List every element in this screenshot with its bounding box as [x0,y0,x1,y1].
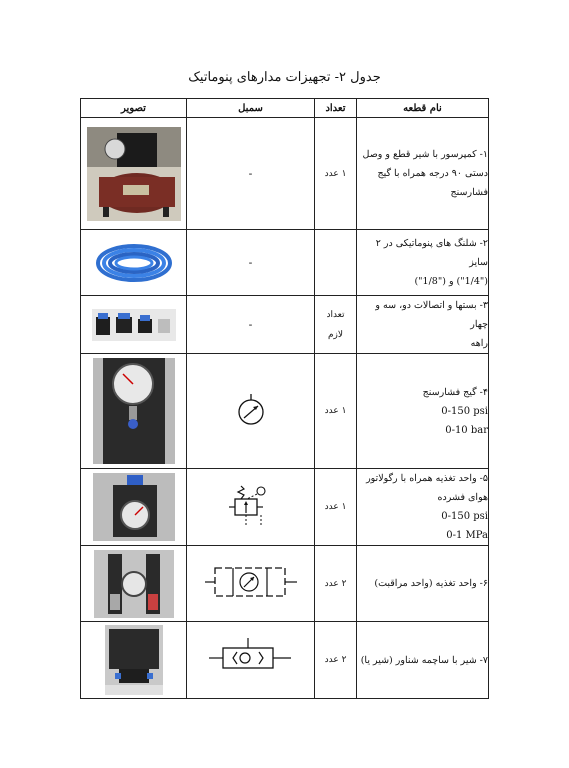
part-name: ۴- گیج فشارسنج 0-150 psi 0-10 bar [357,354,489,469]
header-symbol: سمبل [187,99,315,118]
part-image [81,546,187,622]
compressor-photo [87,127,181,221]
part-symbol: - [187,296,315,354]
fittings-photo [92,309,176,341]
part-symbol [187,546,315,622]
service-unit-photo [94,550,174,618]
table-row [81,230,489,296]
shuttle-valve-symbol [201,636,301,682]
part-image [81,118,187,230]
header-qty: تعداد [315,99,357,118]
part-name: ۵- واحد تغذیه همراه با رگولاتور هوای فشرده 0-150 psi 0-1 MPa [357,469,489,546]
shuttle-valve-photo [105,625,163,695]
header-image: تصویر [81,99,187,118]
part-qty: تعداد لازم [315,296,357,354]
table-row [81,469,489,546]
part-name: ۳- بستها و اتصالات دو، سه و چهار راهه [357,296,489,354]
part-image [81,354,187,469]
part-symbol: - [187,118,315,230]
header-name: نام قطعه [357,99,489,118]
blue-hose-photo [94,238,174,288]
part-symbol [187,622,315,699]
table-title: جدول ۲- تجهیزات مدارهای پنوماتیک [188,70,381,85]
table-row [81,296,489,354]
part-name: ۲- شلنگ های پنوماتیکی در ۲ سایز ("1/4") و ("1/8") [357,230,489,296]
service-unit-symbol [201,562,301,602]
table-row [81,622,489,699]
part-qty: ۱ عدد [315,469,357,546]
part-symbol [187,469,315,546]
part-symbol [187,354,315,469]
part-qty: ۱ عدد [315,118,357,230]
part-symbol: - [187,230,315,296]
table-header-row [81,99,489,118]
table-row [81,118,489,230]
part-image [81,230,187,296]
part-image [81,469,187,546]
part-qty: ۲ عدد [315,622,357,699]
part-name: ۱- کمپرسور با شیر قطع و وصل دستی ۹۰ درجه همراه با گیج فشارسنج [357,118,489,230]
part-qty: ۲ عدد [315,546,357,622]
part-qty [315,230,357,296]
part-qty: ۱ عدد [315,354,357,469]
regulator-unit-photo [93,473,175,541]
part-image [81,296,187,354]
part-image [81,622,187,699]
pressure-gauge-photo [93,358,175,464]
part-name: ۶- واحد تغذیه (واحد مراقبت) [357,546,489,622]
table-row [81,354,489,469]
part-name: ۷- شیر با ساچمه شناور (شیر یا) [357,622,489,699]
regulator-unit-symbol [221,481,281,531]
pressure-gauge-symbol [231,390,271,430]
equipment-table [80,98,489,699]
table-row [81,546,489,622]
